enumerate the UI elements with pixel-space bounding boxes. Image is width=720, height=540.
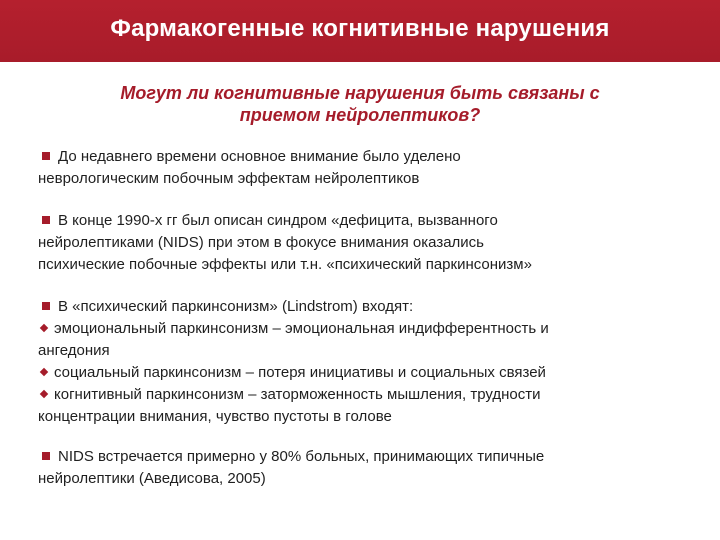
subtitle-line: приемом нейролептиков? (239, 105, 481, 125)
bullet-text-line (38, 296, 708, 318)
title-bar (0, 0, 720, 62)
subitem-line (38, 362, 708, 384)
bullet-text-line: нейролептики (Аведисова, 2005) (38, 470, 266, 487)
subtitle-line: Могут ли когнитивные нарушения быть связаны с (120, 83, 600, 103)
square-bullet-icon (42, 216, 50, 224)
bullet-text-line (38, 210, 708, 232)
square-bullet-icon (42, 152, 50, 160)
subitem-line: ангедония (38, 342, 110, 359)
subitem-line (38, 384, 708, 406)
bullet-item-4 (38, 446, 708, 490)
bullet-item-2 (38, 210, 708, 276)
bullet-item-1 (38, 146, 708, 190)
subitem-line (38, 318, 708, 340)
square-bullet-icon (42, 302, 50, 310)
slide-title: Фармакогенные когнитивные нарушения (110, 15, 610, 42)
bullet-text-line: нейролептиками (NIDS) при этом в фокусе внимания оказались (38, 234, 484, 251)
bullet-text: В конце 1990-х гг был описан синдром «дефицита, вызванного (58, 212, 498, 229)
bullet-item-3 (38, 296, 708, 428)
slide-subtitle (40, 82, 680, 126)
subitem-text: социальный паркинсонизм – потеря инициативы и социальных связей (54, 364, 546, 381)
diamond-bullet-icon (40, 324, 48, 332)
bullet-text: NIDS встречается примерно у 80% больных, принимающих типичные (58, 448, 545, 465)
bullet-text-line (38, 446, 708, 468)
bullet-text: До недавнего времени основное внимание было уделено (58, 148, 461, 165)
diamond-bullet-icon (40, 390, 48, 398)
diamond-bullet-icon (40, 368, 48, 376)
square-bullet-icon (42, 452, 50, 460)
subitem-text: когнитивный паркинсонизм – заторможенность мышления, трудности (54, 386, 541, 403)
bullet-text-line: неврологическим побочным эффектам нейролептиков (38, 170, 420, 187)
subitem-line: концентрации внимания, чувство пустоты в голове (38, 408, 392, 425)
subitem-text: эмоциональный паркинсонизм – эмоциональная индифферентность и (54, 320, 549, 337)
bullet-text-line (38, 146, 708, 168)
bullet-text: В «психический паркинсонизм» (Lindstrom) входят: (58, 298, 414, 315)
bullet-text-line: психические побочные эффекты или т.н. «психический паркинсонизм» (38, 256, 532, 273)
